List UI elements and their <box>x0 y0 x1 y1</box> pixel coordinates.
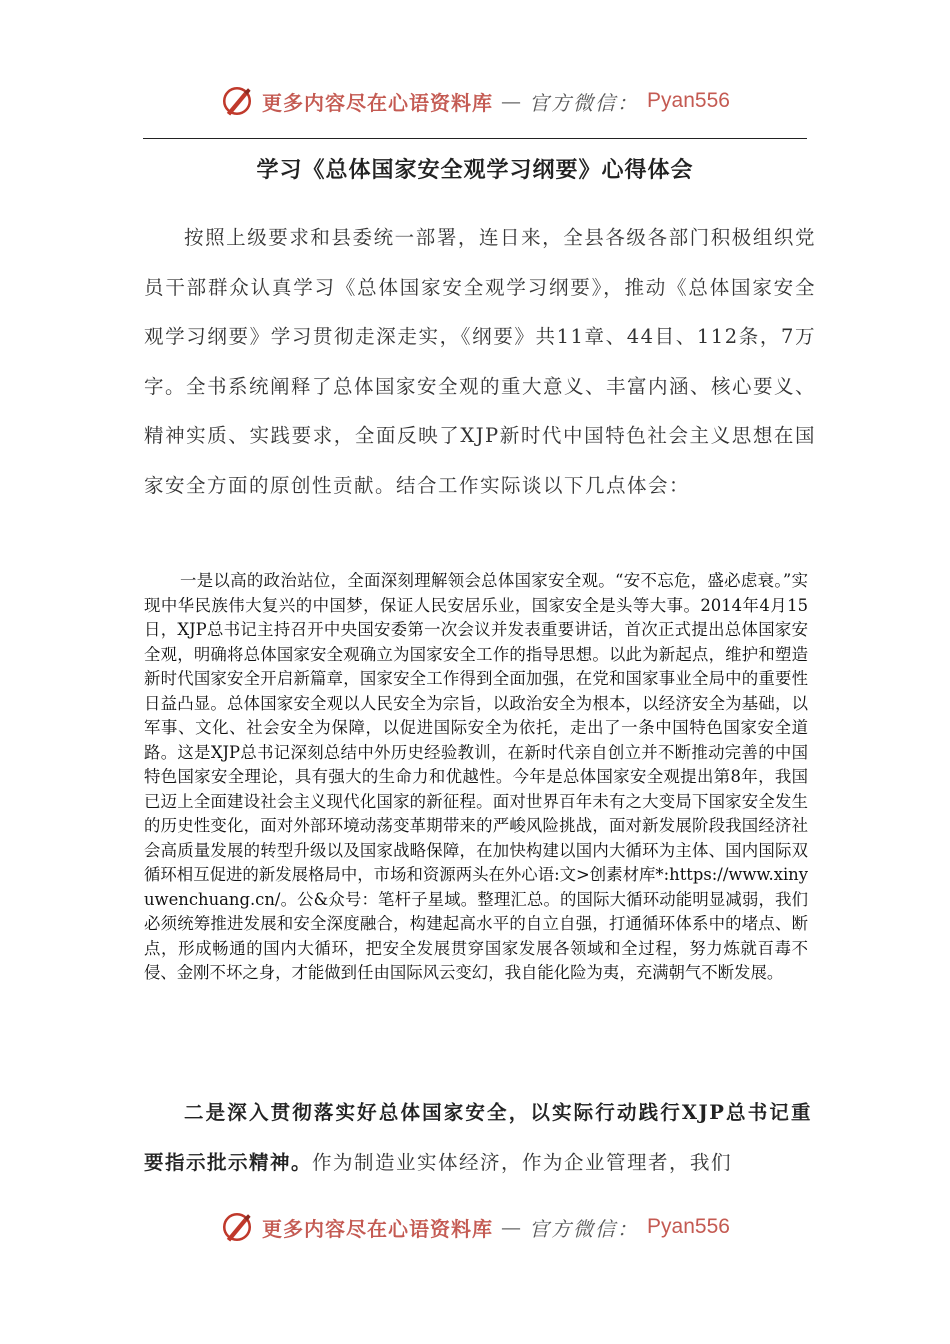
pen-logo-icon <box>220 1210 254 1244</box>
header-banner-dash: — <box>501 89 522 113</box>
paragraph-point-two-lead: 二是深入贯彻落实好总体国家安全，以实际行动践行XJP总书记重要指示批示精神。 <box>144 1101 812 1174</box>
paragraph-intro: 按照上级要求和县委统一部署，连日来，全县各级各部门积极组织党员干部群众认真学习《总体国家安全观学习纲要》，推动《总体国家安全观学习纲要》学习贯彻走深走实，《纲要》共11章、44目、112条，7万字。全书系统阐释了总体国家安全观的重大意义、丰富内涵、核心要义、精神实质、实践要求，全面反映了XJP新时代中国特色社会主义思想在国家安全方面的原创性贡献。结合工作实际谈以下几点体会： <box>144 226 817 497</box>
footer-banner-text: 更多内容尽在心语资料库 <box>262 1216 494 1241</box>
footer-banner <box>0 1210 950 1244</box>
paragraph-point-one: 一是以高的政治站位，全面深刻理解领会总体国家安全观。“安不忘危，盛必虑衰。”实现中华民族伟大复兴的中国梦，保证人民安居乐业，国家安全是头等大事。2014年4月15日，XJP总书记主持召开中央国安委第一次会议并发表重要讲话，首次正式提出总体国家安全观，明确将总体国家安全观确立为国家安全工作的指导思想。以此为新起点，维护和塑造新时代国家安全开启新篇章，国家安全工作得到全面加强，在党和国家事业全局中的重要性日益凸显。总体国家安全观以人民安全为宗旨，以政治安全为根本，以经济安全为基础，以军事、文化、社会安全为保障，以促进国际安全为依托，走出了一条中国特色国家安全道路。这是XJP总书记深刻总结中外历史经验教训，在新时代亲自创立并不断推动完善的中国特色国家安全理论，具有强大的生命力和优越性。今年是总体国家安全观提出第8年，我国已迈上全面建设社会主义现代化国家的新征程。面对世界百年未有之大变局下国家安全发生的历史性变化，面对外部环境动荡变革期带来的严峻风险挑战，面对新发展阶段我国经济社会高质量发展的转型升级以及国家战略保障，在加快构建以国内大循环为主体、国内国际双循环相互促进的新发展格局中，市场和资源两头在外心语:文>创素材库*:https://www.xinyuwenchuang.cn/。公&众号：笔杆子星域。整理汇总。的国际大循环动能明显减弱，我们必须统筹推进发展和安全深度融合，构建起高水平的自立自强，打通循环体系中的堵点、断点，形成畅通的国内大循环，把安全发展贯穿国家发展各领域和全过程，努力炼就百毒不侵、金刚不坏之身，才能做到任由国际风云变幻，我自能化险为夷，充满朝气不断发展。 <box>144 571 808 982</box>
footer-banner-dash: — <box>501 1215 522 1239</box>
document-title: 学习《总体国家安全观学习纲要》心得体会 <box>256 158 694 183</box>
header-banner-text: 更多内容尽在心语资料库 <box>262 90 494 115</box>
footer-banner-wechat-id: Pyan556 <box>647 1215 730 1238</box>
header-banner <box>0 84 950 118</box>
header-banner-official: 官方微信： <box>529 90 640 115</box>
pen-logo-icon <box>220 84 254 118</box>
header-banner-wechat-id: Pyan556 <box>647 89 730 112</box>
paragraph-point-two-body: 作为制造业实体经济，作为企业管理者，我们 <box>312 1150 733 1174</box>
footer-banner-official: 官方微信： <box>529 1216 640 1241</box>
header-divider <box>143 138 807 139</box>
paragraph-point-two <box>144 1088 812 1187</box>
